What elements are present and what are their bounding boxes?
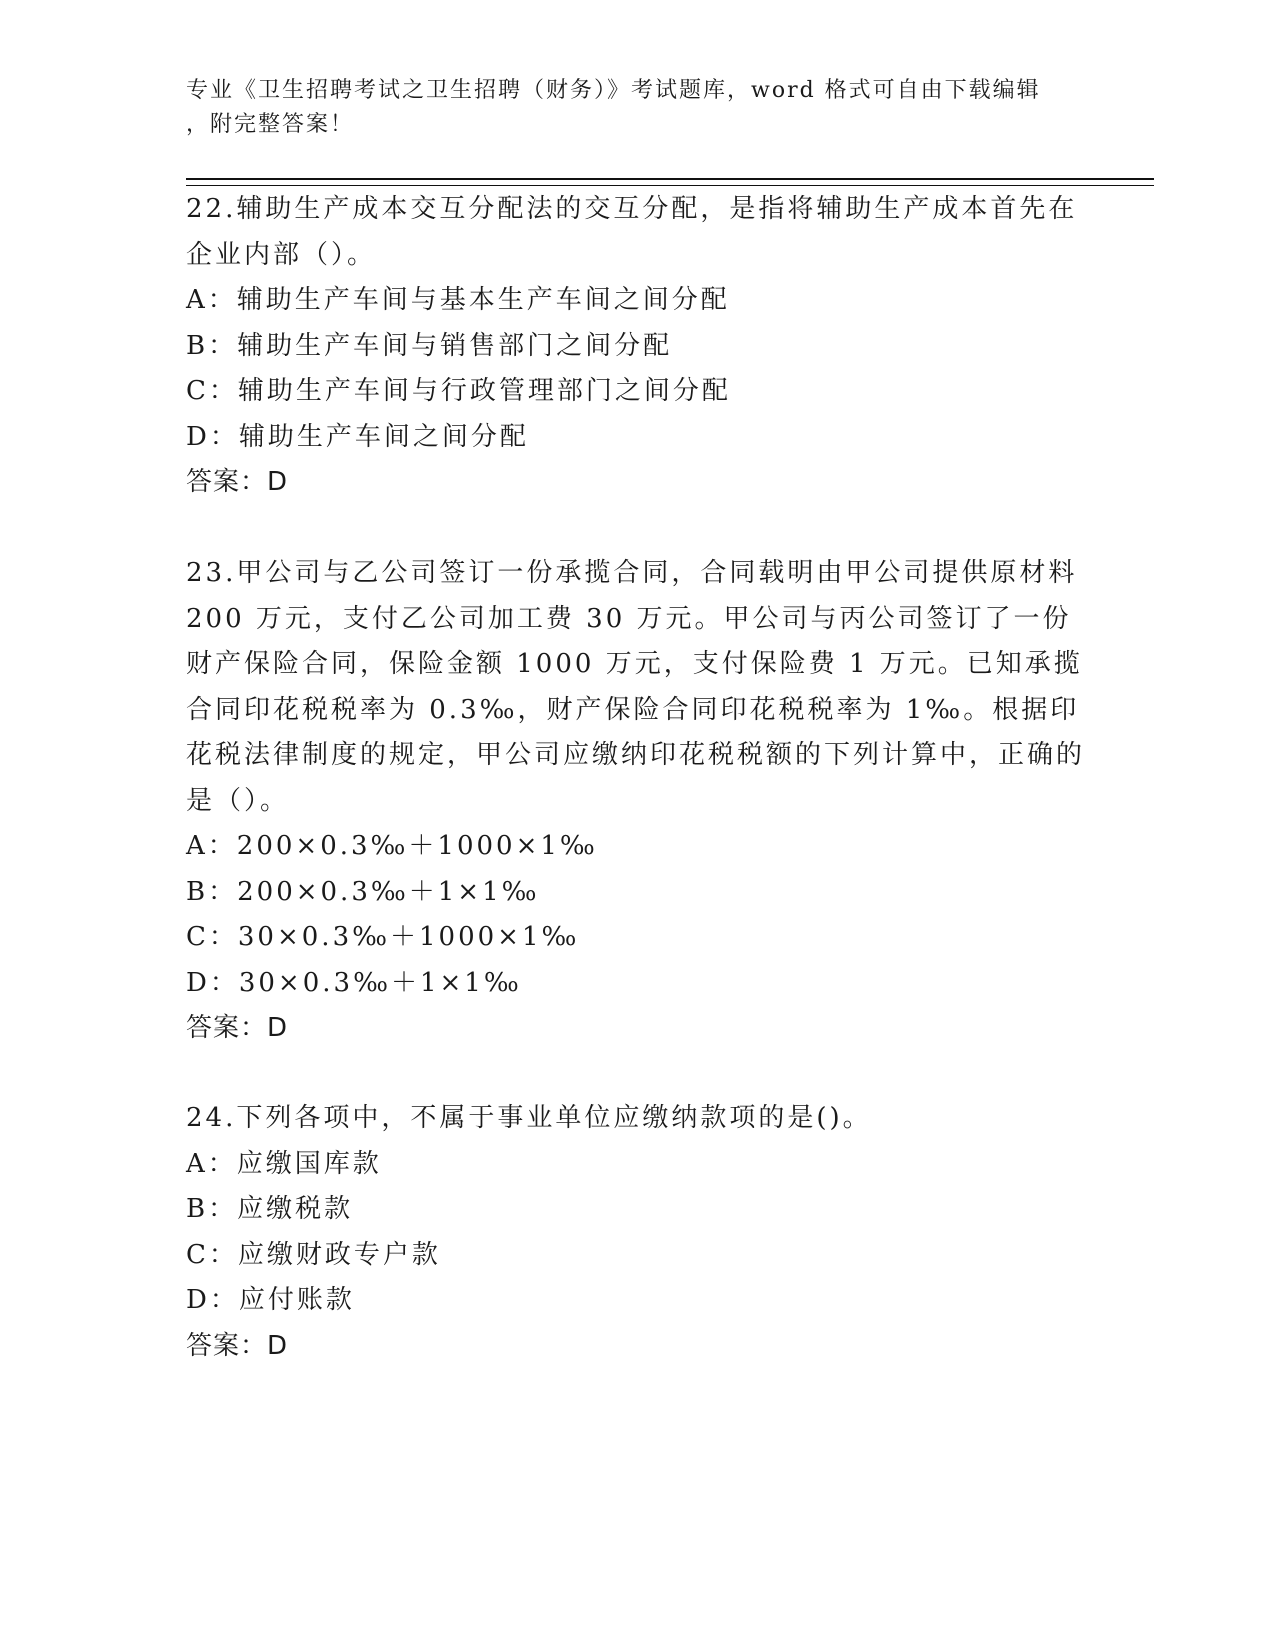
answer-label: 答案：D xyxy=(186,1330,289,1361)
option-d: D：30×0.3‰＋1×1‰ xyxy=(186,967,522,998)
answer-label: 答案：D xyxy=(186,1013,289,1043)
option-c: C：30×0.3‰＋1000×1‰ xyxy=(186,922,580,952)
option-a: A：应缴国库款 xyxy=(186,1148,382,1179)
option-c: C：应缴财政专户款 xyxy=(186,1239,441,1270)
option-d: D：辅助生产车间之间分配 xyxy=(186,421,529,452)
question-24 xyxy=(186,1096,1086,1369)
question-stem: 22.辅助生产成本交互分配法的交互分配，是指将辅助生产成本首先在企业内部（）。 xyxy=(186,194,1078,270)
header-text-line-2: ，附完整答案！ xyxy=(186,112,355,137)
question-stem: 24.下列各项中，不属于事业单位应缴纳款项的是()。 xyxy=(186,1103,872,1133)
question-stem: 23.甲公司与乙公司签订一份承揽合同，合同载明由甲公司提供原材料200 万元，支付乙公司加工费 30 万元。甲公司与丙公司签订了一份财产保险合同，保险金额 1000 万元，支付保险费 1 万元。已知承揽合同印花税税率为 0.3‰，财产保险合同印花税税率为 1‰。根据印花税法律制度的规定，甲公司应缴纳印花税税额的下列计算中，正确的是（）。 xyxy=(186,558,1086,816)
answer-label: 答案：D xyxy=(186,467,289,497)
option-b: B：200×0.3‰＋1×1‰ xyxy=(186,876,540,907)
option-b: B：应缴税款 xyxy=(186,1194,354,1224)
question-22 xyxy=(186,187,1086,506)
option-a: A：辅助生产车间与基本生产车间之间分配 xyxy=(186,285,730,315)
option-c: C：辅助生产车间与行政管理部门之间分配 xyxy=(186,376,731,406)
header-divider xyxy=(186,178,1154,186)
header-text-line-1: 专业《卫生招聘考试之卫生招聘（财务）》考试题库，word 格式可自由下载编辑 xyxy=(186,78,1041,103)
option-b: B：辅助生产车间与销售部门之间分配 xyxy=(186,330,673,361)
option-a: A：200×0.3‰＋1000×1‰ xyxy=(186,831,598,861)
document-header xyxy=(186,74,1086,142)
question-23 xyxy=(186,551,1086,1052)
option-d: D：应付账款 xyxy=(186,1285,355,1315)
